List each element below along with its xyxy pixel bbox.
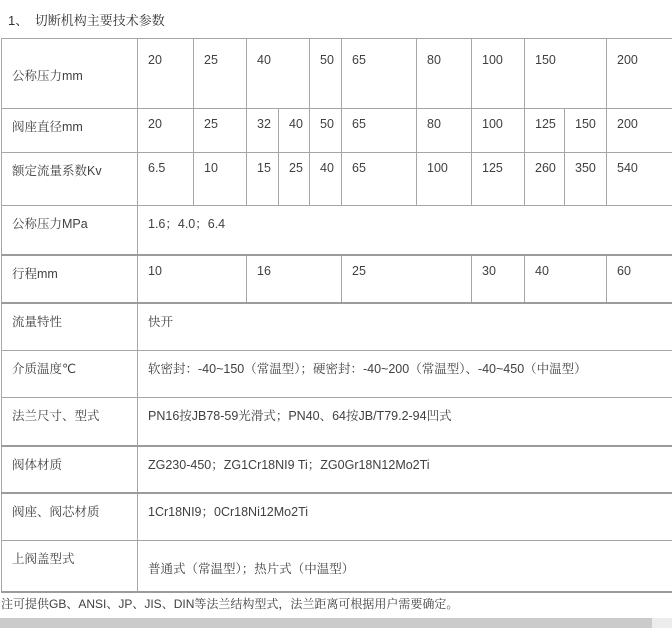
table-cell: 40 (279, 109, 310, 153)
table-cell: 100 (472, 39, 525, 109)
table-cell: 65 (342, 39, 417, 109)
page-title: 1、 切断机构主要技术参数 (0, 0, 672, 38)
table-row (2, 493, 672, 541)
row-label: 介质温度℃ (2, 351, 138, 398)
table-row (2, 446, 672, 493)
table-cell: 50 (310, 39, 342, 109)
row-label: 法兰尺寸、型式 (2, 398, 138, 446)
table-cell: 25 (279, 153, 310, 206)
row-label: 阀体材质 (2, 446, 138, 493)
row-label: 行程mm (2, 255, 138, 303)
table-cell: 1.6；4.0；6.4 (138, 206, 672, 255)
row-label: 流量特性 (2, 303, 138, 351)
table-cell: 80 (417, 39, 472, 109)
table-cell: 6.5 (138, 153, 194, 206)
table-cell: 40 (310, 153, 342, 206)
table-row (2, 255, 672, 303)
table-row (2, 351, 672, 398)
table-cell: 65 (342, 109, 417, 153)
table-cell: 10 (194, 153, 247, 206)
table-cell: 260 (525, 153, 565, 206)
table-cell: 25 (194, 39, 247, 109)
table-row (2, 541, 672, 592)
table-row (2, 206, 672, 255)
table-row (2, 109, 672, 153)
row-label: 上阀盖型式 (2, 541, 138, 592)
table-cell: 50 (310, 109, 342, 153)
table-cell: ZG230-450；ZG1Cr18NI9 Ti；ZG0Gr18N12Mo2Ti (138, 446, 672, 493)
table-cell: 15 (247, 153, 279, 206)
table-cell: 125 (525, 109, 565, 153)
table-row (2, 303, 672, 351)
row-label: 公称压力mm (2, 39, 138, 109)
row-label: 阀座、阀芯材质 (2, 493, 138, 541)
table-cell: 125 (472, 153, 525, 206)
table-cell: 软密封：-40~150（常温型）；硬密封：-40~200（常温型）、-40~450（中温型） (138, 351, 672, 398)
table-cell: 350 (565, 153, 607, 206)
table-cell: 80 (417, 109, 472, 153)
table-cell: 快开 (138, 303, 672, 351)
table-cell: 65 (342, 153, 417, 206)
row-label: 额定流量系数Kv (2, 153, 138, 206)
table-cell: PN16按JB78-59光滑式；PN40、64按JB/T79.2-94凹式 (138, 398, 672, 446)
table-cell: 200 (607, 109, 672, 153)
table-cell: 30 (472, 255, 525, 303)
table-cell: 150 (565, 109, 607, 153)
scrollbar-thumb[interactable] (0, 618, 652, 628)
table-cell: 150 (525, 39, 607, 109)
table-cell: 32 (247, 109, 279, 153)
table-cell: 60 (607, 255, 672, 303)
horizontal-scrollbar[interactable] (0, 618, 672, 628)
footnote: 注可提供GB、ANSI、JP、JIS、DIN等法兰结构型式，法兰距离可根据用户需要确定。 (0, 593, 672, 612)
table-cell: 200 (607, 39, 672, 109)
table-cell: 100 (417, 153, 472, 206)
table-cell: 40 (247, 39, 310, 109)
table-row (2, 39, 672, 109)
table-cell: 普通式（常温型）；热片式（中温型） (138, 541, 672, 592)
table-cell: 20 (138, 109, 194, 153)
table-cell: 16 (247, 255, 342, 303)
table-cell: 1Cr18NI9；0Cr18Ni12Mo2Ti (138, 493, 672, 541)
table-cell: 100 (472, 109, 525, 153)
table-cell: 25 (194, 109, 247, 153)
table-cell: 10 (138, 255, 247, 303)
table-cell: 540 (607, 153, 672, 206)
table-cell: 25 (342, 255, 472, 303)
specs-table (1, 38, 672, 593)
table-row (2, 398, 672, 446)
row-label: 阀座直径mm (2, 109, 138, 153)
row-label: 公称压力MPa (2, 206, 138, 255)
table-row (2, 153, 672, 206)
table-cell: 40 (525, 255, 607, 303)
table-cell: 20 (138, 39, 194, 109)
